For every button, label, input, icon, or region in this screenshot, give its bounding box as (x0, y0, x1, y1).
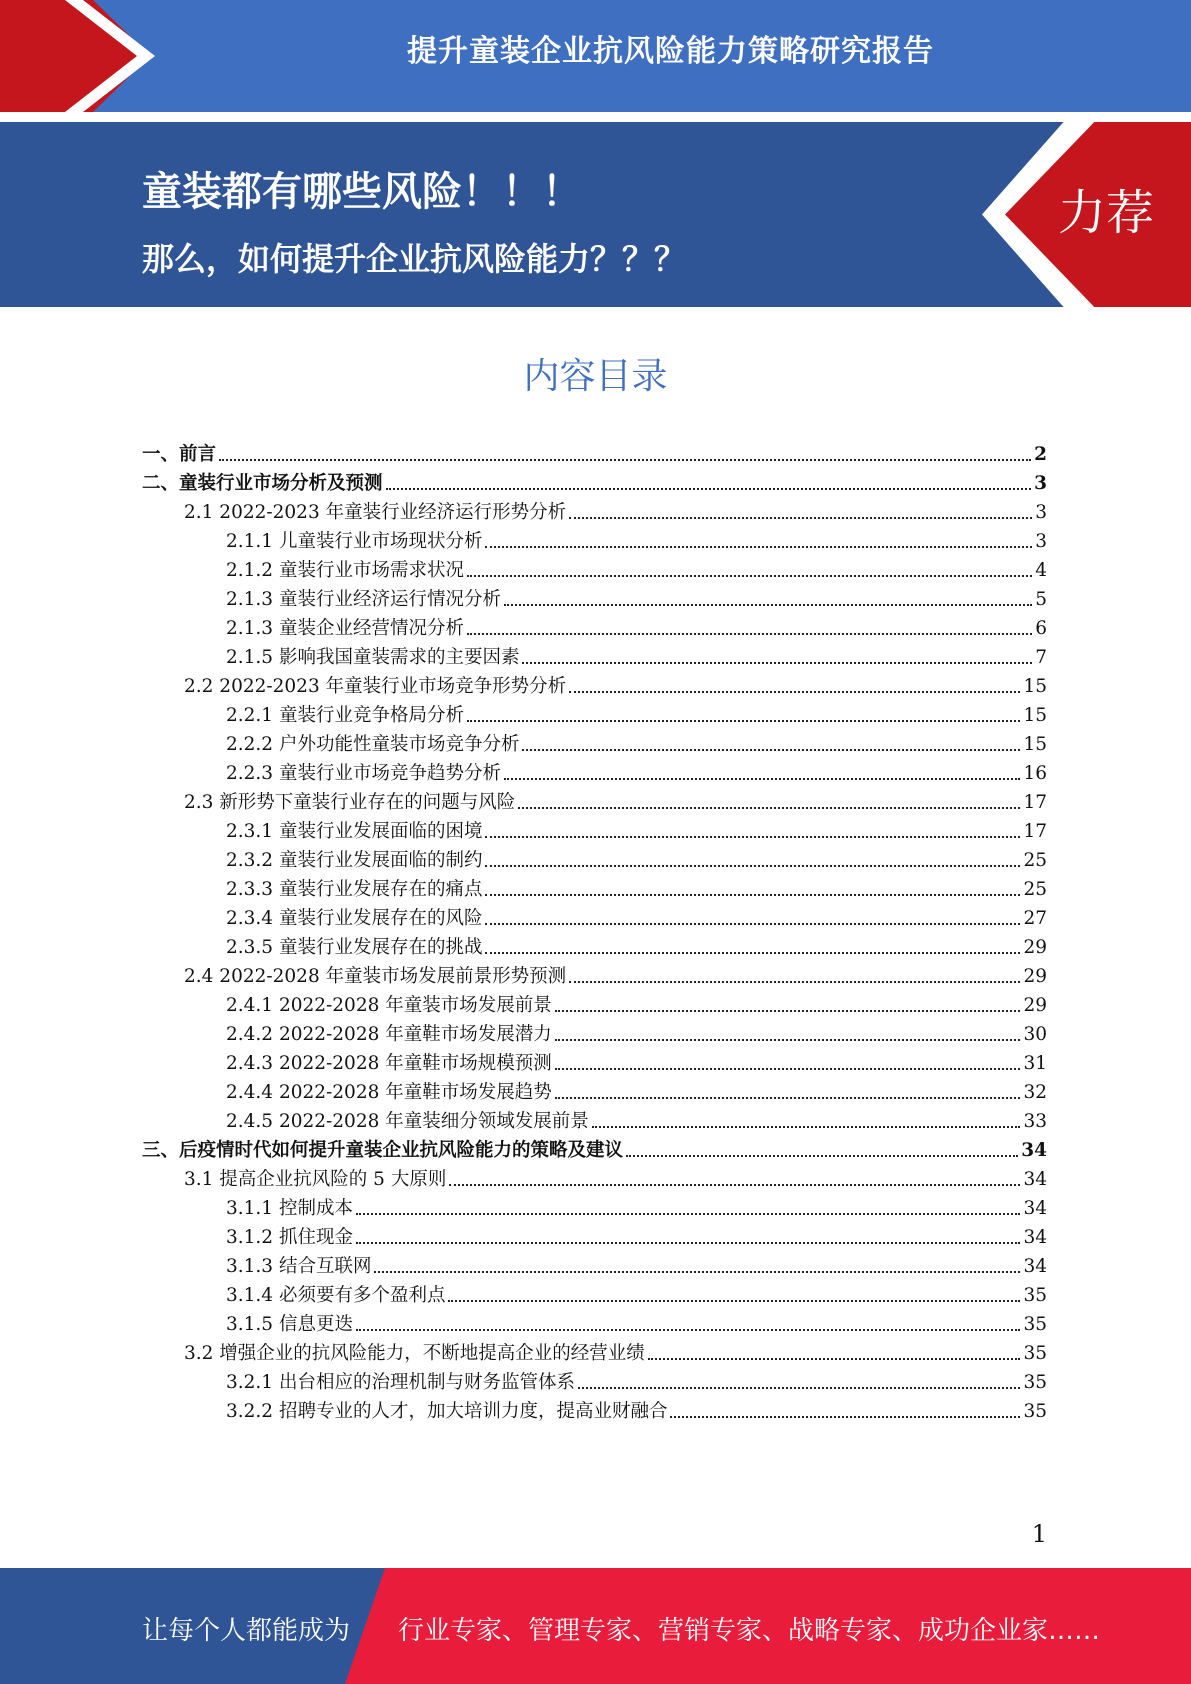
toc-entry[interactable] (226, 726, 1047, 757)
toc-entry[interactable] (142, 1132, 1047, 1163)
toc-entry-label: 2.1.3 童装行业经济运行情况分析 (226, 589, 501, 610)
toc-entry-page: 15 (1023, 676, 1047, 697)
toc-entry[interactable] (226, 1277, 1047, 1308)
toc-dot-leader (356, 1213, 1021, 1215)
toc-entry-label: 二、童装行业市场分析及预测 (142, 473, 383, 494)
toc-dot-leader (522, 662, 1032, 664)
toc-entry[interactable] (184, 494, 1047, 525)
toc-dot-leader (504, 778, 1020, 780)
toc-entry-label: 2.3.1 童装行业发展面临的困境 (226, 821, 483, 842)
toc-entry-page: 34 (1023, 1227, 1047, 1248)
toc-entry-page: 7 (1035, 647, 1047, 668)
toc-entry[interactable] (226, 1045, 1047, 1076)
toc-entry-label: 2.3.3 童装行业发展存在的痛点 (226, 879, 483, 900)
toc-entry[interactable] (226, 1074, 1047, 1105)
toc-entry[interactable] (226, 1190, 1047, 1221)
toc-entry-page: 34 (1023, 1169, 1047, 1190)
toc-entry-page: 25 (1023, 879, 1047, 900)
toc-entry-page: 29 (1023, 966, 1047, 987)
toc-entry[interactable] (142, 465, 1047, 496)
toc-entry-label: 3.1.5 信息更迭 (226, 1314, 353, 1335)
toc-entry-label: 2.2.3 童装行业市场竞争趋势分析 (226, 763, 501, 784)
toc-entry-label: 三、后疫情时代如何提升童装企业抗风险能力的策略及建议 (142, 1140, 624, 1161)
footer-slogan-right: 行业专家、管理专家、营销专家、战略专家、成功企业家…… (398, 1616, 1101, 1646)
toc-entry-page: 15 (1023, 705, 1047, 726)
toc-dot-leader (670, 1416, 1020, 1418)
toc-dot-leader (555, 1068, 1021, 1070)
toc-entry[interactable] (184, 1335, 1047, 1366)
toc-entry[interactable] (184, 784, 1047, 815)
toc-entry-page: 35 (1023, 1401, 1047, 1422)
toc-entry-label: 2.3.5 童装行业发展存在的挑战 (226, 937, 483, 958)
toc-entry-label: 一、前言 (142, 444, 217, 465)
toc-entry-label: 2.4.1 2022-2028 年童装市场发展前景 (226, 995, 552, 1016)
footer-slogan-left: 让每个人都能成为 (142, 1616, 351, 1646)
toc-entry-label: 2.2 2022-2023 年童装行业市场竞争形势分析 (184, 676, 567, 697)
toc-entry-label: 3.1.1 控制成本 (226, 1198, 353, 1219)
toc-entry[interactable] (226, 1393, 1047, 1424)
toc-entry-page: 34 (1021, 1140, 1047, 1161)
toc-dot-leader (448, 1300, 1020, 1302)
toc-entry[interactable] (226, 813, 1047, 844)
toc-entry-label: 3.1.4 必须要有多个盈利点 (226, 1285, 446, 1306)
page-number: 1 (1031, 1520, 1047, 1548)
toc-entry-label: 2.3 新形势下童装行业存在的问题与风险 (184, 792, 516, 813)
toc-dot-leader (386, 488, 1032, 490)
report-title: 提升童装企业抗风险能力策略研究报告 (407, 34, 934, 69)
toc-entry[interactable] (142, 436, 1047, 467)
toc-entry-label: 3.2.1 出台相应的治理机制与财务监管体系 (226, 1372, 575, 1393)
toc-dot-leader (555, 1010, 1021, 1012)
toc-dot-leader (485, 894, 1020, 896)
toc-entry-page: 25 (1023, 850, 1047, 871)
toc-entry-page: 35 (1023, 1285, 1047, 1306)
toc-entry-page: 15 (1023, 734, 1047, 755)
banner-subheadline: 那么，如何提升企业抗风险能力？？？ (142, 240, 687, 278)
toc-entry-page: 35 (1023, 1343, 1047, 1364)
toc-dot-leader (592, 1126, 1021, 1128)
toc-dot-leader (467, 575, 1032, 577)
toc-entry-label: 3.1 提高企业抗风险的 5 大原则 (184, 1169, 447, 1190)
toc-entry[interactable] (184, 668, 1047, 699)
toc-entry[interactable] (226, 1248, 1047, 1279)
toc-entry-label: 3.2 增强企业的抗风险能力，不断地提高企业的经营业绩 (184, 1343, 645, 1364)
toc-entry[interactable] (226, 842, 1047, 873)
toc-dot-leader (569, 981, 1020, 983)
toc-entry[interactable] (226, 1016, 1047, 1047)
toc-dot-leader (485, 923, 1020, 925)
toc-entry[interactable] (226, 871, 1047, 902)
toc-entry-label: 2.3.4 童装行业发展存在的风险 (226, 908, 483, 929)
toc-entry[interactable] (226, 987, 1047, 1018)
toc-dot-leader (522, 749, 1020, 751)
toc-entry-label: 3.2.2 招聘专业的人才，加大培训力度，提高业财融合 (226, 1401, 668, 1422)
toc-entry-page: 4 (1035, 560, 1047, 581)
toc-dot-leader (467, 633, 1032, 635)
toc-dot-leader (648, 1358, 1021, 1360)
toc-dot-leader (485, 865, 1020, 867)
toc-entry-label: 2.2.2 户外功能性童装市场竞争分析 (226, 734, 520, 755)
toc-entry[interactable] (226, 900, 1047, 931)
toc-entry-label: 3.1.2 抓住现金 (226, 1227, 353, 1248)
banner-headline: 童装都有哪些风险！！！ (142, 169, 582, 215)
toc-dot-leader (356, 1329, 1021, 1331)
toc-dot-leader (555, 1039, 1021, 1041)
toc-entry[interactable] (226, 755, 1047, 786)
recommend-label: 力荐 (1058, 185, 1155, 241)
toc-entry-page: 30 (1023, 1024, 1047, 1045)
toc-entry[interactable] (226, 1103, 1047, 1134)
toc-entry-page: 35 (1023, 1314, 1047, 1335)
toc-dot-leader (485, 836, 1020, 838)
toc-dot-leader (626, 1155, 1018, 1157)
toc-dot-leader (569, 691, 1020, 693)
toc-entry-page: 32 (1023, 1082, 1047, 1103)
toc-entry[interactable] (226, 929, 1047, 960)
toc-entry-page: 35 (1023, 1372, 1047, 1393)
toc-dot-leader (518, 807, 1020, 809)
toc-entry[interactable] (226, 1306, 1047, 1337)
toc-entry-label: 2.1.2 童装行业市场需求状况 (226, 560, 464, 581)
toc-entry-label: 2.4.3 2022-2028 年童鞋市场规模预测 (226, 1053, 552, 1074)
toc-entry-label: 2.4.5 2022-2028 年童装细分领域发展前景 (226, 1111, 589, 1132)
toc-entry-page: 16 (1023, 763, 1047, 784)
toc-entry-label: 2.1.1 儿童装行业市场现状分析 (226, 531, 483, 552)
toc-entry[interactable] (226, 523, 1047, 554)
toc-dot-leader (485, 546, 1032, 548)
toc-entry-page: 33 (1023, 1111, 1047, 1132)
toc-entry-page: 29 (1023, 995, 1047, 1016)
toc-entry-label: 3.1.3 结合互联网 (226, 1256, 372, 1277)
toc-entry-label: 2.1.5 影响我国童装需求的主要因素 (226, 647, 520, 668)
toc-entry[interactable] (226, 639, 1047, 670)
toc-entry-page: 17 (1023, 792, 1047, 813)
toc-entry-label: 2.4 2022-2028 年童装市场发展前景形势预测 (184, 966, 567, 987)
toc-entry-page: 3 (1035, 531, 1047, 552)
toc-entry[interactable] (184, 1161, 1047, 1192)
toc-title: 内容目录 (523, 356, 668, 397)
toc-entry[interactable] (226, 581, 1047, 612)
toc-dot-leader (569, 517, 1032, 519)
toc-entry-page: 29 (1023, 937, 1047, 958)
toc-entry[interactable] (184, 958, 1047, 989)
toc-entry-label: 2.3.2 童装行业发展面临的制约 (226, 850, 483, 871)
toc-entry-label: 2.1 2022-2023 年童装行业经济运行形势分析 (184, 502, 567, 523)
toc-entry-label: 2.4.4 2022-2028 年童鞋市场发展趋势 (226, 1082, 552, 1103)
toc-dot-leader (485, 952, 1020, 954)
toc-dot-leader (374, 1271, 1020, 1273)
toc-entry-page: 5 (1035, 589, 1047, 610)
toc-dot-leader (356, 1242, 1021, 1244)
toc-entry-page: 3 (1034, 473, 1047, 494)
toc-dot-leader (504, 604, 1032, 606)
toc-entry[interactable] (226, 552, 1047, 583)
toc-entry-label: 2.1.3 童装企业经营情况分析 (226, 618, 464, 639)
toc-entry-page: 31 (1023, 1053, 1047, 1074)
toc-entry-label: 2.4.2 2022-2028 年童鞋市场发展潜力 (226, 1024, 552, 1045)
toc-entry-page: 2 (1034, 444, 1047, 465)
toc-entry-page: 6 (1035, 618, 1047, 639)
toc-dot-leader (449, 1184, 1020, 1186)
toc-entry[interactable] (226, 1219, 1047, 1250)
toc-entry-page: 17 (1023, 821, 1047, 842)
header-red-arrow-shape (0, 0, 150, 112)
toc-entry-page: 34 (1023, 1256, 1047, 1277)
toc-entry[interactable] (226, 1364, 1047, 1395)
toc-entry-page: 27 (1023, 908, 1047, 929)
toc-dot-leader (219, 459, 1031, 461)
toc-entry[interactable] (226, 697, 1047, 728)
toc-entry[interactable] (226, 610, 1047, 641)
top-header-band (0, 0, 1191, 112)
toc-dot-leader (555, 1097, 1021, 1099)
promo-banner (0, 122, 1191, 307)
toc-entry-label: 2.2.1 童装行业竞争格局分析 (226, 705, 464, 726)
toc-entry-page: 3 (1035, 502, 1047, 523)
toc-entry-page: 34 (1023, 1198, 1047, 1219)
toc-dot-leader (578, 1387, 1020, 1389)
footer-band (0, 1568, 1191, 1684)
toc-dot-leader (467, 720, 1020, 722)
